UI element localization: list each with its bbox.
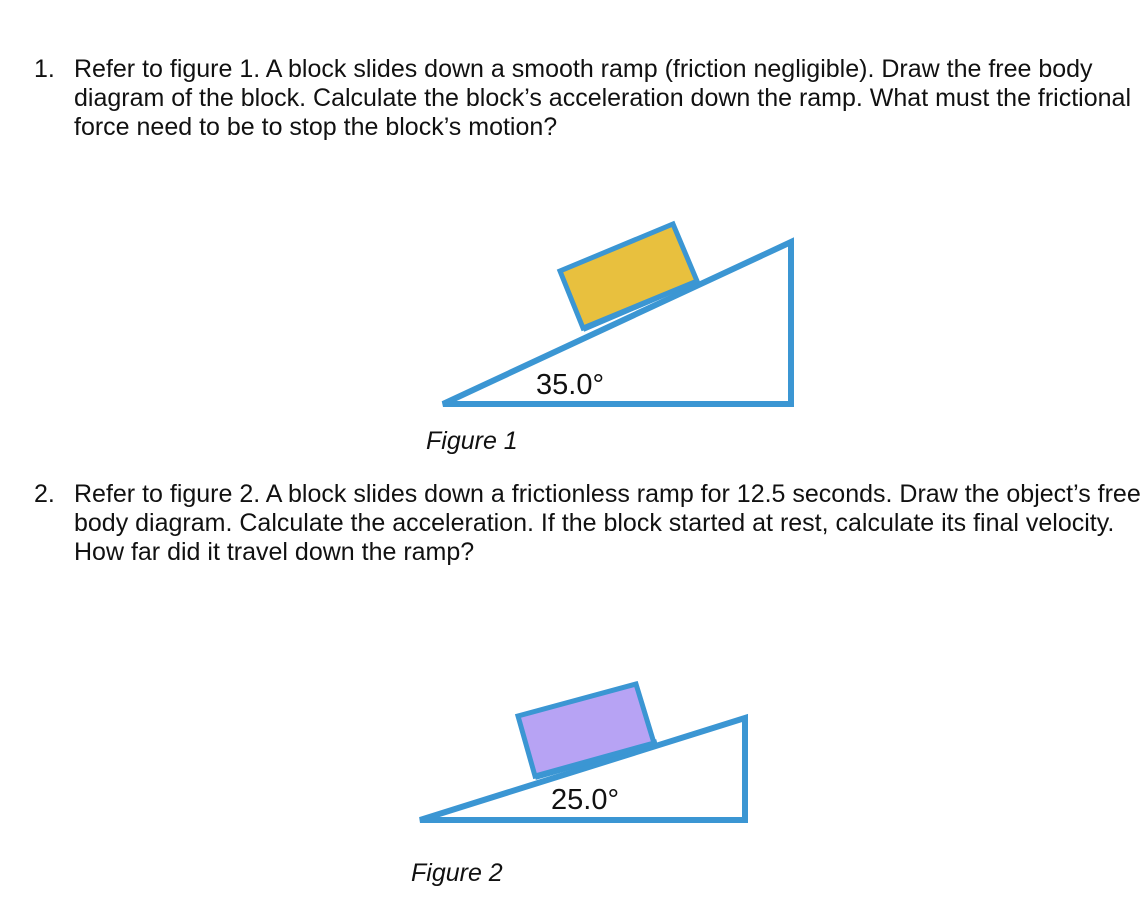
- figure-1-caption: Figure 1: [426, 427, 518, 455]
- figure-1: [443, 224, 791, 404]
- figure-1-angle-label: 35.0°: [536, 369, 605, 401]
- figure-2: [420, 684, 745, 820]
- question-1-number: 1.: [34, 55, 55, 83]
- question-2-text: Refer to figure 2. A block slides down a frictionless ramp for 12.5 seconds. Draw the object’s free body diagram. Calculate the acceleration. If the block started at rest, calculate its final velocity. How far did it travel down the ramp?: [74, 480, 1141, 566]
- figure-2-caption: Figure 2: [411, 859, 503, 887]
- question-1-text: Refer to figure 1. A block slides down a smooth ramp (friction negligible). Draw the free body diagram of the block. Calculate the block’s acceleration down the ramp. What must the frictional force need to be to stop the block’s motion?: [74, 55, 1132, 141]
- question-2-number: 2.: [34, 480, 55, 508]
- figure-2-angle-label: 25.0°: [551, 784, 620, 816]
